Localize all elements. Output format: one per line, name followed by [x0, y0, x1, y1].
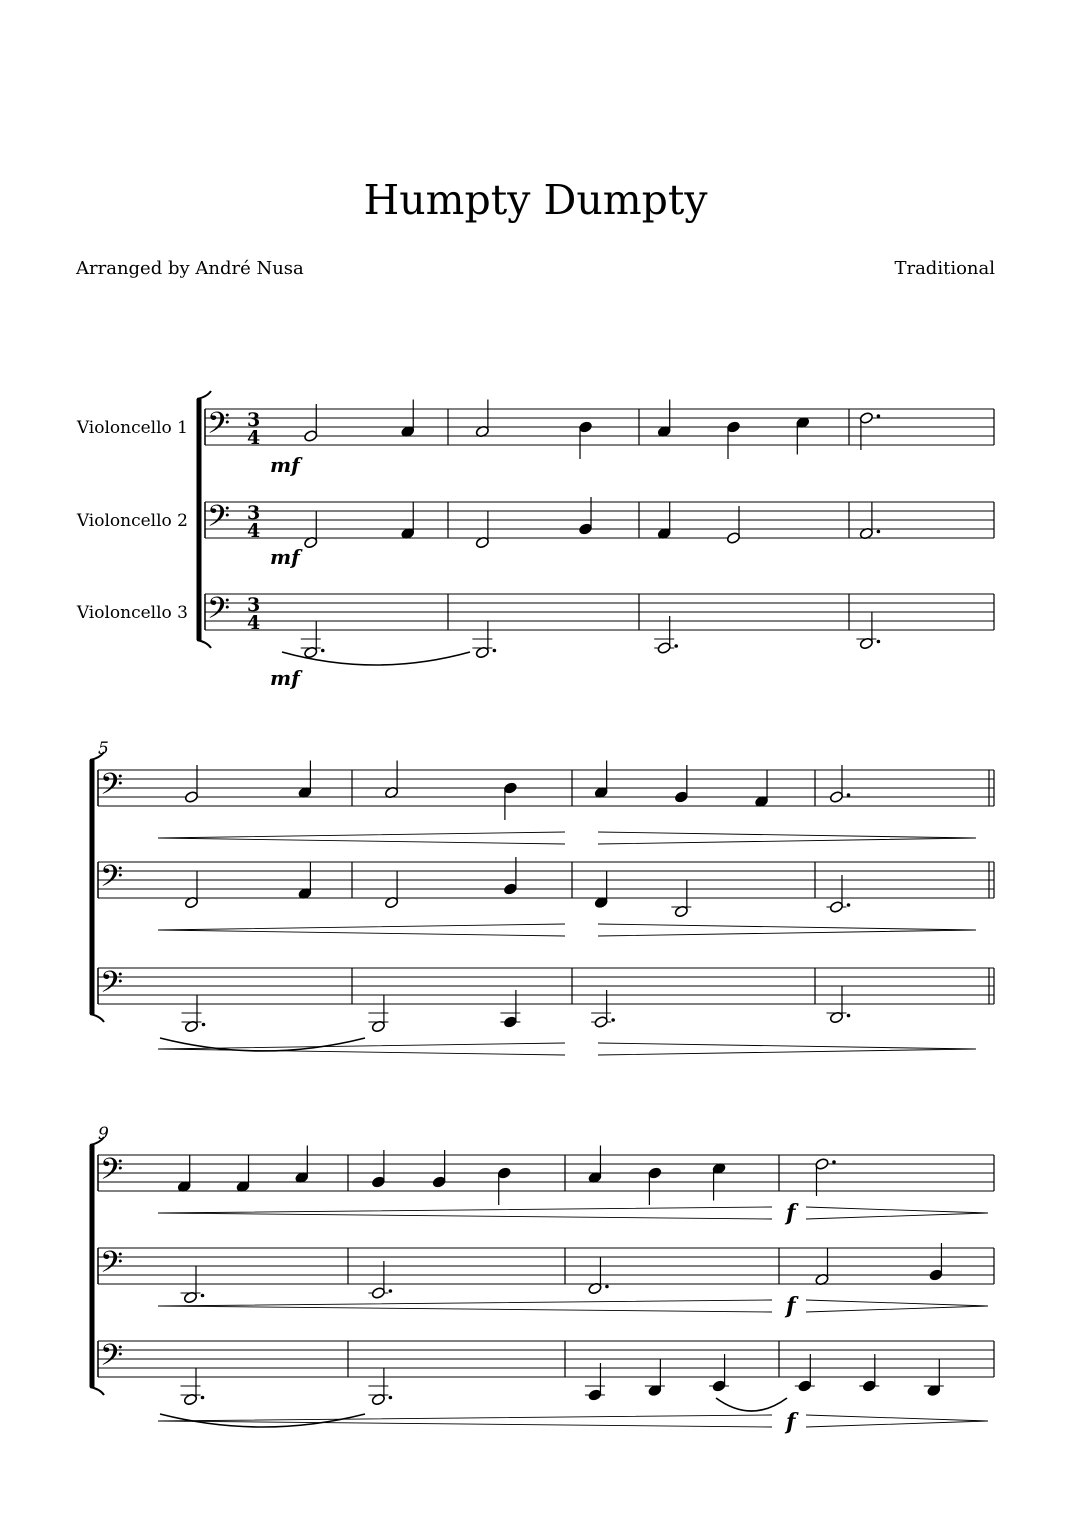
bracket-bottom-hook [90, 1387, 104, 1395]
decrescendo-hairpin [598, 1043, 976, 1055]
instrument-name: Violoncello 2 [76, 511, 188, 531]
decrescendo-hairpin [806, 1415, 988, 1427]
dynamic-f: f [786, 1409, 796, 1435]
bracket-bottom-hook [197, 640, 211, 648]
time-signature-bottom: 4 [247, 612, 261, 634]
crescendo-hairpin [158, 1300, 772, 1312]
bass-clef-icon: 𝄢 [100, 768, 124, 809]
augmentation-dot [877, 530, 881, 534]
time-signature-top: 3 [247, 409, 261, 431]
measure-number: 9 [98, 1124, 109, 1144]
arranger-credit: Arranged by André Nusa [76, 258, 304, 279]
bass-clef-icon: 𝄢 [100, 966, 124, 1007]
bass-clef-icon: 𝄢 [100, 1246, 124, 1287]
decrescendo-hairpin [806, 1300, 988, 1312]
crescendo-hairpin [158, 1207, 772, 1219]
augmentation-dot [201, 1294, 205, 1298]
crescendo-hairpin [158, 832, 565, 844]
augmentation-dot [202, 1023, 206, 1027]
decrescendo-hairpin [806, 1207, 988, 1219]
tie [716, 1398, 787, 1411]
measure-number: 5 [98, 739, 109, 759]
bass-clef-icon: 𝄢 [100, 1153, 124, 1194]
dynamic-mf: mf [270, 545, 300, 569]
instrument-name: Violoncello 3 [76, 603, 188, 623]
augmentation-dot [493, 649, 497, 653]
augmentation-dot [847, 903, 851, 907]
augmentation-dot [877, 414, 881, 418]
bass-clef-icon: 𝄢 [100, 860, 124, 901]
time-signature-top: 3 [247, 502, 261, 524]
augmentation-dot [389, 1289, 393, 1293]
decrescendo-hairpin [598, 832, 976, 844]
augmentation-dot [832, 1160, 836, 1164]
bass-clef-icon: 𝄢 [207, 500, 231, 541]
dynamic-f: f [786, 1293, 796, 1319]
time-signature-bottom: 4 [247, 427, 261, 449]
time-signature-top: 3 [247, 594, 261, 616]
score-title: Humpty Dumpty [363, 176, 708, 224]
augmentation-dot [389, 1396, 393, 1400]
augmentation-dot [201, 1396, 205, 1400]
crescendo-hairpin [158, 1415, 772, 1427]
augmentation-dot [321, 649, 325, 653]
bracket-top-hook [197, 391, 211, 399]
dynamic-mf: mf [270, 666, 300, 690]
decrescendo-hairpin [598, 924, 976, 936]
augmentation-dot [877, 640, 881, 644]
bracket-bottom-hook [90, 1014, 104, 1022]
time-signature-bottom: 4 [247, 520, 261, 542]
augmentation-dot [605, 1285, 609, 1289]
augmentation-dot [611, 1018, 615, 1022]
bass-clef-icon: 𝄢 [207, 407, 231, 448]
bass-clef-icon: 𝄢 [207, 592, 231, 633]
augmentation-dot [847, 793, 851, 797]
bass-clef-icon: 𝄢 [100, 1339, 124, 1380]
dynamic-mf: mf [270, 453, 300, 477]
composer-credit: Traditional [894, 258, 995, 279]
augmentation-dot [674, 644, 678, 648]
crescendo-hairpin [158, 924, 565, 936]
augmentation-dot [847, 1014, 851, 1018]
instrument-name: Violoncello 1 [76, 418, 188, 438]
dynamic-f: f [786, 1200, 796, 1226]
